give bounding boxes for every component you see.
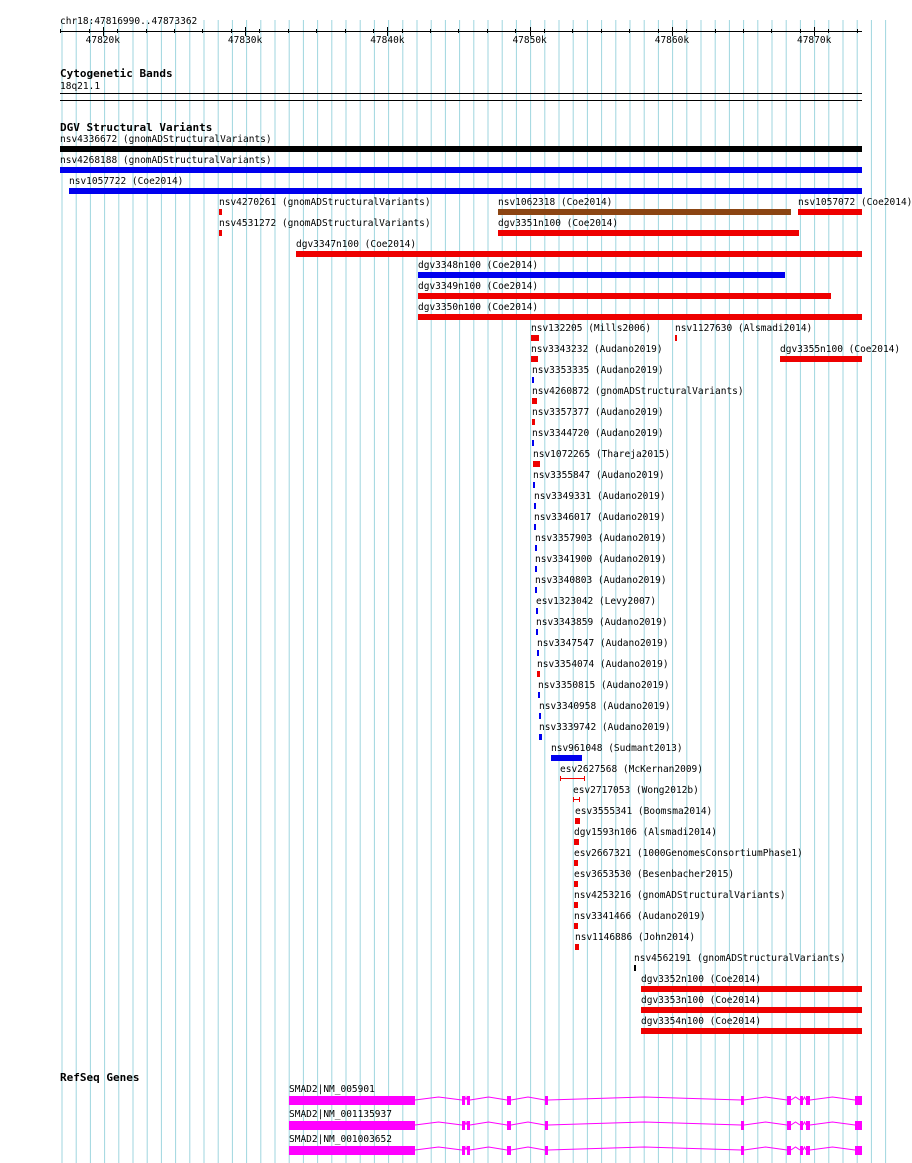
ruler-minor-tick xyxy=(572,29,573,33)
sv-feature-bar[interactable] xyxy=(675,335,677,341)
gene-intron xyxy=(803,1097,806,1100)
ruler-minor-tick xyxy=(686,29,687,33)
gene-exon xyxy=(741,1146,744,1155)
sv-feature-label[interactable]: nsv1057072 (Coe2014) xyxy=(798,197,912,208)
ruler-minor-tick xyxy=(544,29,545,33)
sv-feature-bar[interactable] xyxy=(69,188,862,194)
ruler-minor-tick xyxy=(316,29,317,33)
sv-feature-bar[interactable] xyxy=(551,755,582,761)
ruler-minor-tick xyxy=(402,29,403,33)
ruler-minor-tick xyxy=(658,29,659,33)
sv-feature-label[interactable]: dgv3355n100 (Coe2014) xyxy=(780,344,901,355)
ruler-tick-label: 47830k xyxy=(227,35,263,46)
sv-feature-bar[interactable] xyxy=(574,881,578,887)
gene-exon xyxy=(545,1121,548,1130)
ruler-minor-tick xyxy=(288,29,289,33)
gene-intron xyxy=(470,1122,507,1125)
gene-exon xyxy=(800,1146,803,1155)
ruler-minor-tick xyxy=(373,29,374,33)
sv-feature-bar[interactable] xyxy=(574,839,579,845)
gene-exon xyxy=(467,1146,470,1155)
sv-feature-bar[interactable] xyxy=(780,356,862,362)
gene-exon xyxy=(800,1121,803,1130)
ruler-minor-tick xyxy=(515,29,516,33)
ruler-minor-tick xyxy=(601,29,602,33)
gene-exon xyxy=(855,1096,862,1105)
sv-feature-label[interactable]: nsv3347547 (Audano2019) xyxy=(537,638,669,649)
sv-feature-bar[interactable] xyxy=(538,692,540,698)
sv-feature-bar[interactable] xyxy=(418,293,831,299)
sv-feature-label[interactable]: nsv3341900 (Audano2019) xyxy=(535,554,667,565)
sv-feature-bar[interactable] xyxy=(219,209,222,215)
sv-feature-bar[interactable] xyxy=(534,524,536,530)
sv-feature-bar[interactable] xyxy=(532,398,537,404)
gene-exon xyxy=(806,1096,810,1105)
sv-feature-bar[interactable] xyxy=(560,776,585,781)
sv-feature-bar[interactable] xyxy=(537,671,540,677)
gene-exon xyxy=(467,1121,470,1130)
sv-feature-label[interactable]: nsv3344720 (Audano2019) xyxy=(532,428,664,439)
sv-feature-bar[interactable] xyxy=(60,167,862,173)
sv-feature-bar[interactable] xyxy=(537,650,539,656)
gene-transcript-label[interactable]: SMAD2|NM_001003652 xyxy=(289,1134,392,1145)
sv-feature-label[interactable]: nsv4268188 (gnomADStructuralVariants) xyxy=(60,155,272,166)
gene-intron xyxy=(810,1097,855,1100)
gene-exon xyxy=(800,1096,803,1105)
gene-exon xyxy=(289,1121,415,1130)
sv-feature-label[interactable]: nsv1072265 (Thareja2015) xyxy=(533,449,671,460)
sv-feature-label[interactable]: dgv3347n100 (Coe2014) xyxy=(296,239,417,250)
sv-feature-bar[interactable] xyxy=(533,461,540,467)
sv-feature-bar[interactable] xyxy=(574,860,578,866)
gene-intron xyxy=(415,1147,462,1150)
gene-transcript-model[interactable] xyxy=(0,1120,890,1132)
sv-feature-label[interactable]: esv2627568 (McKernan2009) xyxy=(560,764,703,775)
sv-feature-label[interactable]: nsv3343859 (Audano2019) xyxy=(536,617,668,628)
ruler-minor-tick xyxy=(458,29,459,33)
gene-exon xyxy=(462,1146,465,1155)
gene-transcript-model[interactable] xyxy=(0,1145,890,1157)
sv-feature-bar[interactable] xyxy=(532,419,535,425)
sv-feature-label[interactable]: esv1323042 (Levy2007) xyxy=(536,596,657,607)
sv-feature-label[interactable]: dgv3351n100 (Coe2014) xyxy=(498,218,619,229)
sv-feature-bar[interactable] xyxy=(573,797,580,802)
ruler-minor-tick xyxy=(231,29,232,33)
sv-feature-bar[interactable] xyxy=(60,146,862,152)
gene-exon xyxy=(545,1096,548,1105)
sv-feature-label[interactable]: nsv3343232 (Audano2019) xyxy=(531,344,663,355)
sv-feature-bar[interactable] xyxy=(575,944,579,950)
gene-intron xyxy=(803,1122,806,1125)
gene-intron xyxy=(415,1097,462,1100)
gene-intron xyxy=(810,1147,855,1150)
gene-intron xyxy=(511,1122,545,1125)
sv-feature-bar[interactable] xyxy=(296,251,862,257)
sv-feature-label[interactable]: nsv4253216 (gnomADStructuralVariants) xyxy=(574,890,786,901)
gene-intron xyxy=(511,1147,545,1150)
sv-feature-bar[interactable] xyxy=(532,440,534,446)
gene-intron xyxy=(548,1122,741,1125)
ruler-minor-tick xyxy=(202,29,203,33)
gene-transcript-model[interactable] xyxy=(0,1095,890,1107)
sv-feature-label[interactable]: nsv961048 (Sudmant2013) xyxy=(551,743,683,754)
sv-feature-bar[interactable] xyxy=(574,902,578,908)
gene-exon xyxy=(507,1096,511,1105)
gene-exon xyxy=(462,1096,465,1105)
gene-exon xyxy=(806,1146,810,1155)
sv-feature-bar[interactable] xyxy=(533,482,535,488)
sv-feature-label[interactable]: nsv3353335 (Audano2019) xyxy=(532,365,664,376)
refseq-title[interactable]: RefSeq Genes xyxy=(60,1071,140,1084)
sv-feature-label[interactable]: nsv3349331 (Audano2019) xyxy=(534,491,666,502)
ruler-tick-label: 47860k xyxy=(654,35,690,46)
sv-feature-label[interactable]: dgv3352n100 (Coe2014) xyxy=(641,974,762,985)
gene-intron xyxy=(548,1097,741,1100)
ruler-tick-label: 47850k xyxy=(512,35,547,46)
sv-feature-label[interactable]: nsv1057722 (Coe2014) xyxy=(69,176,184,187)
gene-exon xyxy=(507,1146,511,1155)
sv-feature-bar[interactable] xyxy=(219,230,222,236)
sv-feature-label[interactable]: nsv1062318 (Coe2014) xyxy=(498,197,613,208)
sv-feature-label[interactable]: nsv132205 (Mills2006) xyxy=(531,323,652,334)
gene-exon xyxy=(787,1096,791,1105)
ruler-minor-tick xyxy=(345,29,346,33)
sv-feature-label[interactable]: dgv3350n100 (Coe2014) xyxy=(418,302,539,313)
ruler-location: chr18:47816990..47873362 xyxy=(60,16,198,27)
sv-feature-label[interactable]: nsv3355847 (Audano2019) xyxy=(533,470,665,481)
gene-intron xyxy=(470,1147,507,1150)
ruler-tick-label: 47840k xyxy=(370,35,405,46)
gene-exon xyxy=(545,1146,548,1155)
ruler-minor-tick xyxy=(800,29,801,33)
sv-feature-bar[interactable] xyxy=(798,209,862,215)
sv-feature-label[interactable]: nsv3341466 (Audano2019) xyxy=(574,911,706,922)
ruler-minor-tick xyxy=(715,29,716,33)
gene-intron xyxy=(511,1097,545,1100)
gene-intron xyxy=(791,1097,800,1100)
sv-feature-bar[interactable] xyxy=(418,314,862,320)
gene-intron xyxy=(744,1097,787,1100)
gene-exon xyxy=(741,1096,744,1105)
ruler-minor-tick xyxy=(771,29,772,33)
gene-intron xyxy=(470,1097,507,1100)
sv-feature-bar[interactable] xyxy=(536,608,538,614)
sv-feature-label[interactable]: dgv3348n100 (Coe2014) xyxy=(418,260,539,271)
gene-exon xyxy=(289,1146,415,1155)
sv-feature-label[interactable]: nsv4336672 (gnomADStructuralVariants) xyxy=(60,134,272,145)
gene-exon xyxy=(806,1121,810,1130)
gene-exon xyxy=(462,1121,465,1130)
ruler-minor-tick xyxy=(146,29,147,33)
gene-intron xyxy=(548,1147,741,1150)
ruler-minor-tick xyxy=(857,29,858,33)
sv-feature-label[interactable]: nsv4531272 (gnomADStructuralVariants) xyxy=(219,218,431,229)
sv-feature-label[interactable]: esv2717053 (Wong2012b) xyxy=(573,785,699,796)
sv-feature-label[interactable]: nsv4562191 (gnomADStructuralVariants) xyxy=(634,953,846,964)
gene-exon xyxy=(507,1121,511,1130)
gene-transcript-label[interactable]: SMAD2|NM_001135937 xyxy=(289,1109,392,1120)
sv-feature-bar[interactable] xyxy=(539,713,541,719)
sv-feature-bar[interactable] xyxy=(532,377,534,383)
ruler-tick-label: 47820k xyxy=(85,35,120,46)
sv-feature-bar[interactable] xyxy=(641,986,862,992)
sv-feature-bar[interactable] xyxy=(531,335,539,341)
ruler-minor-tick xyxy=(828,29,829,33)
sv-feature-label[interactable]: esv3653530 (Besenbacher2015) xyxy=(574,869,735,880)
sv-feature-bar[interactable] xyxy=(535,587,537,593)
ruler-minor-tick xyxy=(629,29,630,33)
ruler-minor-tick xyxy=(60,29,61,33)
gene-transcript-label[interactable]: SMAD2|NM_005901 xyxy=(289,1084,375,1095)
gene-exon xyxy=(787,1121,791,1130)
sv-feature-bar[interactable] xyxy=(536,629,538,635)
sv-feature-label[interactable]: nsv4270261 (gnomADStructuralVariants) xyxy=(219,197,431,208)
sv-feature-label[interactable]: nsv3346017 (Audano2019) xyxy=(534,512,666,523)
sv-feature-label[interactable]: nsv3354074 (Audano2019) xyxy=(537,659,669,670)
cytoband-line xyxy=(60,93,862,94)
gene-intron xyxy=(415,1122,462,1125)
cytobands-title[interactable]: Cytogenetic Bands xyxy=(60,67,173,80)
sv-feature-bar[interactable] xyxy=(534,503,536,509)
ruler-minor-tick xyxy=(174,29,175,33)
cytoband-line-bottom xyxy=(60,100,862,101)
sv-feature-label[interactable]: nsv3357903 (Audano2019) xyxy=(535,533,667,544)
ruler-minor-tick xyxy=(89,29,90,33)
gene-intron xyxy=(744,1147,787,1150)
cytoband-label: 18q21.1 xyxy=(60,81,101,92)
sv-feature-label[interactable]: nsv1127630 (Alsmadi2014) xyxy=(675,323,813,334)
dgv-title[interactable]: DGV Structural Variants xyxy=(60,121,213,134)
gene-exon xyxy=(741,1121,744,1130)
ruler-minor-tick xyxy=(259,29,260,33)
gene-intron xyxy=(810,1122,855,1125)
sv-feature-bar[interactable] xyxy=(535,545,537,551)
sv-feature-bar[interactable] xyxy=(634,965,636,971)
ruler-minor-tick xyxy=(117,29,118,33)
sv-feature-label[interactable]: dgv3349n100 (Coe2014) xyxy=(418,281,539,292)
sv-feature-bar[interactable] xyxy=(498,209,791,215)
ruler-minor-tick xyxy=(430,29,431,33)
sv-feature-label[interactable]: nsv3339742 (Audano2019) xyxy=(539,722,671,733)
gene-exon xyxy=(855,1146,862,1155)
sv-feature-label[interactable]: dgv1593n106 (Alsmadi2014) xyxy=(574,827,717,838)
gene-intron xyxy=(744,1122,787,1125)
gene-exon xyxy=(289,1096,415,1105)
sv-feature-bar[interactable] xyxy=(418,272,785,278)
sv-feature-bar[interactable] xyxy=(641,1028,862,1034)
gene-exon xyxy=(855,1121,862,1130)
sv-feature-label[interactable]: esv2667321 (1000GenomesConsortiumPhase1) xyxy=(574,848,803,859)
sv-feature-bar[interactable] xyxy=(574,923,578,929)
gene-intron xyxy=(465,1147,467,1150)
sv-feature-label[interactable]: nsv3357377 (Audano2019) xyxy=(532,407,664,418)
gene-intron xyxy=(791,1147,800,1150)
sv-feature-label[interactable]: nsv3350815 (Audano2019) xyxy=(538,680,670,691)
sv-feature-label[interactable]: nsv1146886 (John2014) xyxy=(575,932,696,943)
gene-exon xyxy=(787,1146,791,1155)
sv-feature-label[interactable]: dgv3353n100 (Coe2014) xyxy=(641,995,762,1006)
sv-feature-label[interactable]: dgv3354n100 (Coe2014) xyxy=(641,1016,762,1027)
sv-feature-label[interactable]: nsv3340803 (Audano2019) xyxy=(535,575,667,586)
sv-feature-bar[interactable] xyxy=(498,230,799,236)
sv-feature-bar[interactable] xyxy=(641,1007,862,1013)
sv-feature-bar[interactable] xyxy=(535,566,537,572)
gene-intron xyxy=(465,1097,467,1100)
gene-exon xyxy=(467,1096,470,1105)
sv-feature-label[interactable]: nsv3340958 (Audano2019) xyxy=(539,701,671,712)
ruler-line xyxy=(60,31,862,32)
ruler-tick-label: 47870k xyxy=(796,35,832,46)
sv-feature-bar[interactable] xyxy=(575,818,580,824)
gene-intron xyxy=(465,1122,467,1125)
sv-feature-label[interactable]: nsv4260872 (gnomADStructuralVariants) xyxy=(532,386,744,397)
sv-feature-bar[interactable] xyxy=(539,734,542,740)
ruler-minor-tick xyxy=(487,29,488,33)
sv-feature-bar[interactable] xyxy=(531,356,538,362)
sv-feature-label[interactable]: esv3555341 (Boomsma2014) xyxy=(575,806,713,817)
gene-intron xyxy=(791,1122,800,1125)
ruler-minor-tick xyxy=(743,29,744,33)
gene-intron xyxy=(803,1147,806,1150)
